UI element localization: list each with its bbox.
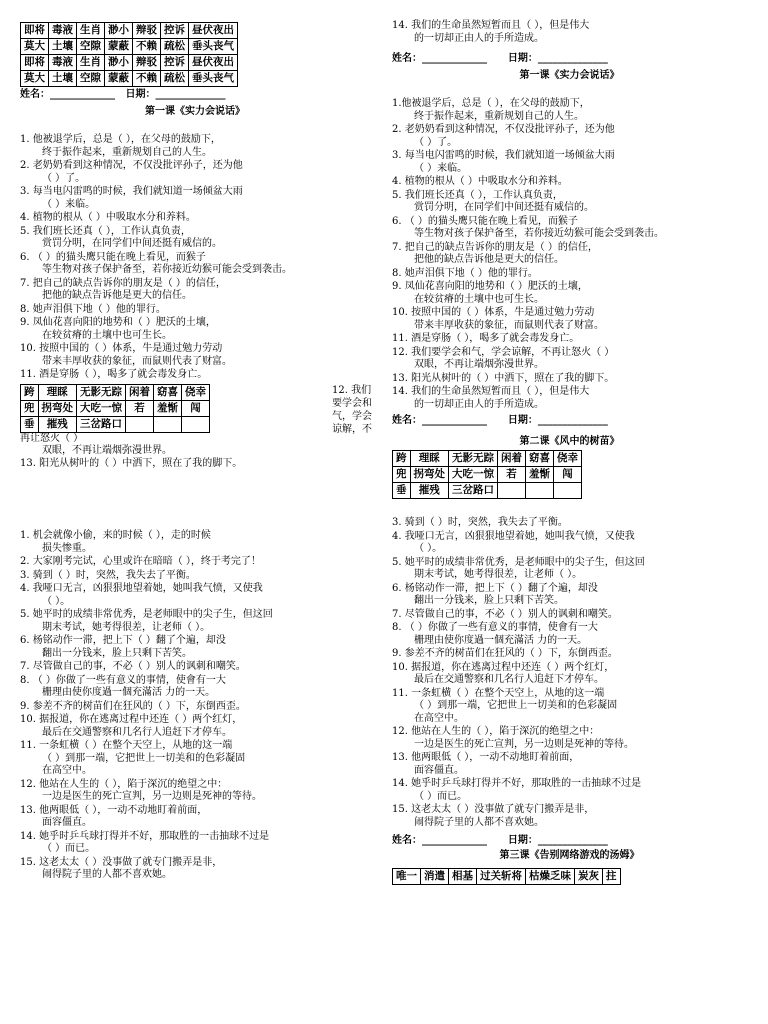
question-text: 5. 她平时的成绩非常优秀，是老师眼中的尖子生，但这回 <box>392 556 645 568</box>
question-continuation: 带来丰厚收获的象征，而鼠则代表了财富。 <box>42 355 232 367</box>
vocab-cell: 跨 <box>393 451 411 467</box>
vocab-cell: 理睬 <box>38 384 77 400</box>
question-item <box>20 570 370 583</box>
question-text: 7. 尽管做自己的事，不必（ ）别人的讽刺和嘲笑。 <box>392 608 618 620</box>
name-date-header: 姓名：_____________ 日期：______________ <box>392 415 608 426</box>
vocab-cell: 生肖 <box>77 23 105 39</box>
vocab-cell: 过关斩将 <box>477 869 526 885</box>
question-text: 10. 据报道，你在逃离过程中还连（ ）两个红灯， <box>392 661 615 673</box>
left-column <box>20 0 370 883</box>
vocab-cell: 生肖 <box>77 55 105 71</box>
vocab-cell: 土壤 <box>49 39 77 55</box>
vocab-cell: 垂 <box>21 416 39 432</box>
question-text: 8. （ ）你做了一些有意义的事情，使會有一大 <box>20 674 226 686</box>
vocab-cell: 侥幸 <box>182 384 210 400</box>
question-item <box>20 583 370 608</box>
question-continuation: 赏罚分明，在同学们中间还挺有威信的。 <box>414 202 594 213</box>
vocab-cell: 拐弯处 <box>410 467 449 483</box>
question-14-line-1: 14. 我们的生命虽然短暂而且（ ），但是伟大 <box>392 20 590 31</box>
vocab-cell <box>126 416 154 432</box>
question-text: 8. 她声泪俱下地（ ）他的罪行。 <box>20 303 166 315</box>
vocab-cell: 辩驳 <box>133 23 161 39</box>
question-text: 6. 杨铭动作一滞，把上下（ ）翻了个遍，却没 <box>392 582 598 594</box>
question-continuation: 终于振作起来，重新规划自己的人生。 <box>42 146 212 158</box>
vocab-cell <box>154 416 182 432</box>
vocab-cell <box>526 483 554 499</box>
question-item <box>20 635 370 660</box>
question-12-continued <box>20 433 370 458</box>
right-column <box>392 0 747 885</box>
question-continuation: 栅理由使你度過一個充滿活 力的一天。 <box>42 687 216 698</box>
lesson-2-questions <box>392 517 747 829</box>
vocab-cell: 枯燥乏味 <box>526 869 575 885</box>
question-item <box>392 333 747 346</box>
vocab-cell: 辩驳 <box>133 55 161 71</box>
vocab-cell: 三岔路口 <box>449 483 498 499</box>
question-continuation: （ ）到那一端，它把世上一切美和的色彩凝固 <box>414 700 618 711</box>
question-continuation: 把他的缺点告诉他是更大的信任。 <box>42 290 192 301</box>
question-item <box>392 242 747 267</box>
question-item <box>20 661 370 674</box>
question-continuation: 一边是医生的死亡宣判，另一边则是死神的等待。 <box>42 791 262 802</box>
question-item <box>20 304 370 317</box>
question-item <box>392 662 747 687</box>
question-text: 14. 她乎时乒乓球打得并不好，那取胜的一击抽球不过是 <box>392 778 642 789</box>
question-continuation: 期末考试，她考得很差，让老师（ ）。 <box>414 569 583 580</box>
question-continuation: 最后在交通警察和几名行人追赶下才停车。 <box>414 674 604 685</box>
question-item <box>392 98 747 123</box>
question-continuation: （ ）来临。 <box>414 162 468 174</box>
vocab-row <box>393 483 582 499</box>
question-item <box>20 186 370 211</box>
name-date-header: 姓名：_____________ 日期：______________ <box>20 89 226 100</box>
vocab-cell: 三岔路口 <box>77 416 126 432</box>
question-item <box>20 740 370 778</box>
lesson-1-questions <box>392 98 747 411</box>
question-text: 3. 每当电闪雷鸣的时候，我们就知道一场倾盆大雨 <box>392 150 615 161</box>
question-item <box>392 268 747 281</box>
vocab-row <box>21 384 210 400</box>
question-item <box>20 369 370 382</box>
question-text: 11. 酒是穿肠（ ），喝多了就会毒发身亡。 <box>20 369 208 380</box>
vocab-row <box>21 23 238 39</box>
question-item <box>392 281 747 306</box>
question-12-line-1: 再让怒火（ ） <box>20 432 84 444</box>
question-continuation: （ ）而已。 <box>42 843 96 854</box>
vocab-cell: 即将 <box>21 23 49 39</box>
question-item <box>20 226 370 251</box>
vocab-cell: 窈喜 <box>526 451 554 467</box>
question-text: 15. 这老太太（ ）没事做了就专门搬弄是非， <box>20 856 223 868</box>
vocab-cell: 不赖 <box>133 39 161 55</box>
vocab-row <box>21 400 210 416</box>
question-text: 1. 机会就像小偷，来的时候（ ），走的时候 <box>20 530 211 541</box>
question-continuation: 在高空中。 <box>414 712 464 724</box>
question-text: 7. 尽管做自己的事，不必（ ）别人的讽刺和嘲笑。 <box>20 661 246 672</box>
question-item <box>392 648 747 661</box>
vocab-cell: 若 <box>498 467 526 483</box>
question-item <box>392 752 747 777</box>
name-date-header: 姓名：_____________ 日期：______________ <box>392 835 608 846</box>
question-item <box>392 216 747 241</box>
question-continuation: （ ）而已。 <box>414 790 468 802</box>
question-item <box>392 517 747 530</box>
question-text: 7. 把自己的缺点告诉你的朋友是（ ）的信任， <box>392 241 598 253</box>
vocab-cell: 拄 <box>603 869 621 885</box>
vocab-cell: 拐弯处 <box>38 400 77 416</box>
question-item <box>20 212 370 225</box>
question-text: 4. 我哑口无言，凶狠狠地望着她，她叫我气愤，又使我 <box>392 530 635 542</box>
vocab-cell: 侥幸 <box>554 451 582 467</box>
question-text: 2. 老奶奶看到这种情况，不仅没批评孙子，还为他 <box>20 160 243 171</box>
question-text: 9. 凤仙花喜向阳的地势和（ ）肥沃的土壤， <box>392 281 588 292</box>
question-text: 11. 一条虹横（ ）在整个天空上，从地的这一端 <box>20 740 233 751</box>
question-12-start: 12. 我们要学会和气，学会谅解，不 <box>332 384 372 435</box>
question-text: 8. （ ）你做了一些有意义的事情，使會有一大 <box>392 622 598 633</box>
vocab-cell: 不赖 <box>133 71 161 87</box>
question-continuation: （ ）了。 <box>42 172 86 184</box>
lesson-1-questions <box>20 134 370 382</box>
question-continuation: （ ）。 <box>414 543 443 554</box>
question-continuation: 等生物对孩子保护备至，若你接近幼猴可能会受到袭击。 <box>414 228 664 239</box>
vocab-cell: 相基 <box>449 869 477 885</box>
question-text: 15. 这老太太（ ）没事做了就专门搬弄是非， <box>392 804 595 815</box>
question-text: 12. 他站在人生的（ ），陷于深沉的绝望之中： <box>392 726 600 737</box>
question-text: 9. 参差不齐的树苗们在狂风的（ ）下，东倒西歪。 <box>392 648 618 659</box>
question-item <box>20 675 370 700</box>
question-item <box>392 688 747 726</box>
question-item <box>392 622 747 647</box>
vocab-cell: 垂头丧气 <box>189 39 238 55</box>
question-text: 13. 阳光从树叶的（ ）中洒下，照在了我的脚下。 <box>392 372 615 384</box>
question-text: 3. 骑到（ ）时，突然，我失去了平衡。 <box>20 569 196 581</box>
vocab-row <box>21 39 238 55</box>
vocab-cell: 羞惭 <box>526 467 554 483</box>
vocab-cell: 控诉 <box>161 23 189 39</box>
question-continuation: 在较贫瘠的土壤中也可生长。 <box>42 329 172 341</box>
question-continuation: （ ）来临。 <box>42 198 96 210</box>
question-item <box>20 556 370 569</box>
question-item <box>20 609 370 634</box>
question-item <box>392 531 747 556</box>
question-item <box>392 583 747 608</box>
question-item <box>392 726 747 751</box>
vocab-cell: 闲着 <box>126 384 154 400</box>
vocab-cell: 跨 <box>21 384 39 400</box>
question-text: 3. 每当电闪雷鸣的时候，我们就知道一场倾盆大雨 <box>20 186 243 197</box>
vocab-cell: 蒙蔽 <box>105 71 133 87</box>
vocab-cell <box>498 483 526 499</box>
question-item <box>392 373 747 386</box>
question-text: 6. （ ）的猫头鹰只能在晚上看见，而猴子 <box>20 251 206 263</box>
question-text: 7. 把自己的缺点告诉你的朋友是（ ）的信任， <box>20 277 226 289</box>
question-continuation: （ ）了。 <box>414 136 458 148</box>
vocab-cell: 疏松 <box>161 71 189 87</box>
question-continuation: 面容僵直。 <box>42 817 92 828</box>
question-text: 10. 按照中国的（ ）体系，牛是通过勉力劳动 <box>20 343 223 354</box>
question-item <box>20 831 370 856</box>
vocab-cell: 消遣 <box>421 869 449 885</box>
vocab-cell: 疏松 <box>161 39 189 55</box>
vocab-table-top <box>20 22 238 87</box>
vocab-row <box>21 55 238 71</box>
vocab-cell: 蒙蔽 <box>105 39 133 55</box>
vocab-cell: 莫大 <box>21 39 49 55</box>
vocab-cell: 摧残 <box>38 416 77 432</box>
question-continuation: 终于振作起来，重新规划自己的人生。 <box>414 110 584 122</box>
vocab-cell: 闯 <box>554 467 582 483</box>
vocab-row <box>21 71 238 87</box>
question-item <box>20 701 370 714</box>
vocab-cell: 摧残 <box>410 483 449 499</box>
question-14-top <box>392 20 747 45</box>
question-continuation: 一边是医生的死亡宣判，另一边则是死神的等待。 <box>414 738 634 750</box>
question-continuation: 闹得院子里的人都不喜欢她。 <box>42 869 172 880</box>
question-text: 9. 凤仙花喜向阳的地势和（ ）肥沃的土壤， <box>20 317 216 328</box>
vocab-cell: 即将 <box>21 55 49 71</box>
question-item <box>392 347 747 372</box>
question-continuation: 双眼，不再让端烟弥漫世界。 <box>414 359 544 370</box>
vocab-cell: 昼伏夜出 <box>189 55 238 71</box>
vocab-cell: 羞惭 <box>154 400 182 416</box>
question-item <box>392 804 747 829</box>
vocab-cell: 毒液 <box>49 23 77 39</box>
vocab-cell <box>554 483 582 499</box>
question-continuation: 栅理由使你度過一個充滿活 力的一天。 <box>414 634 588 646</box>
question-item <box>392 124 747 149</box>
question-text: 13. 他两眼低（ ），一动不动地盯着前面， <box>392 752 580 763</box>
lesson-1-title: 第一课《实力会说话》 <box>519 69 620 81</box>
question-item <box>20 160 370 185</box>
question-item <box>20 252 370 277</box>
vocab-cell: 唯一 <box>393 869 421 885</box>
question-item <box>20 134 370 159</box>
question-item <box>392 150 747 175</box>
question-continuation: 最后在交通警察和几名行人追赶下才停车。 <box>42 726 232 738</box>
vocab-table-lesson-2 <box>392 450 582 499</box>
lesson-1-title: 第一课《实力会说话》 <box>145 105 245 117</box>
vocab-cell: 闯 <box>182 400 210 416</box>
question-item <box>20 278 370 303</box>
question-continuation: 等生物对孩子保护备至，若你接近幼猴可能会受到袭击。 <box>42 264 292 275</box>
question-text: 10. 按照中国的（ ）体系，牛是通过勉力劳动 <box>392 307 595 318</box>
question-item <box>392 176 747 189</box>
question-text: 2. 老奶奶看到这种情况，不仅没批评孙子，还为他 <box>392 124 615 135</box>
question-12-line-2: 双眼，不再让端烟弥漫世界。 <box>42 445 172 456</box>
vocab-table-lesson-3 <box>392 868 621 885</box>
question-item <box>20 317 370 342</box>
question-text: 11. 一条虹横（ ）在整个天空上，从地的这一端 <box>392 687 605 699</box>
question-text: 6. 杨铭动作一滞，把上下（ ）翻了个遍，却没 <box>20 635 226 646</box>
question-item <box>20 857 370 882</box>
question-item <box>20 779 370 804</box>
vocab-cell: 大吃一惊 <box>77 400 126 416</box>
vocab-row <box>21 416 210 432</box>
question-text: 3. 骑到（ ）时，突然，我失去了平衡。 <box>392 517 568 528</box>
question-text: 13. 他两眼低（ ），一动不动地盯着前面， <box>20 804 208 816</box>
question-text: 5. 我们班长还真（ ），工作认真负责， <box>392 189 563 201</box>
vocab-cell: 兜 <box>21 400 39 416</box>
question-text: 5. 我们班长还真（ ），工作认真负责， <box>20 225 191 237</box>
question-item <box>20 714 370 739</box>
question-item <box>20 530 370 555</box>
question-text: 6. （ ）的猫头鹰只能在晚上看见，而猴子 <box>392 215 578 227</box>
vocab-cell: 无影无踪 <box>77 384 126 400</box>
vocab-cell: 昼伏夜出 <box>189 23 238 39</box>
question-continuation: （ ）到那一端，它把世上一切美和的色彩凝固 <box>42 752 246 764</box>
question-text: 1. 他被退学后，总是（ ），在父母的鼓励下， <box>20 134 221 145</box>
vocab-cell <box>182 416 210 432</box>
vocab-row <box>393 869 621 885</box>
question-item <box>20 343 370 368</box>
lesson-2-questions <box>20 530 370 882</box>
question-item <box>392 609 747 622</box>
vocab-cell: 理睬 <box>410 451 449 467</box>
question-continuation: 带来丰厚收获的象征，而鼠则代表了财富。 <box>414 319 604 331</box>
vocab-cell: 若 <box>126 400 154 416</box>
question-continuation: 面容僵直。 <box>414 764 464 776</box>
question-continuation: （ ）。 <box>42 595 71 607</box>
question-continuation: 闹得院子里的人都不喜欢她。 <box>414 816 544 828</box>
question-continuation: 在较贫瘠的土壤中也可生长。 <box>414 293 544 305</box>
question-item <box>392 190 747 215</box>
question-text: 8. 她声泪俱下地（ ）他的罪行。 <box>392 267 538 279</box>
question-continuation: 翻出一分钱来，脸上只剩下苦笑。 <box>414 595 564 606</box>
name-date-header: 姓名：_____________ 日期：______________ <box>392 53 608 64</box>
vocab-cell: 控诉 <box>161 55 189 71</box>
question-continuation: 损失惨重。 <box>42 542 92 554</box>
lesson-2-title: 第二课《风中的树苗》 <box>519 435 620 447</box>
vocab-cell: 窈喜 <box>154 384 182 400</box>
question-item <box>392 386 747 411</box>
question-item <box>20 805 370 830</box>
question-text: 5. 她平时的成绩非常优秀，是老师眼中的尖子生，但这回 <box>20 609 273 620</box>
question-continuation: 翻出一分钱来，脸上只剩下苦笑。 <box>42 647 192 659</box>
vocab-cell: 垂头丧气 <box>189 71 238 87</box>
vocab-table-lesson-2 <box>20 384 210 433</box>
question-text: 1.他被退学后，总是（ ），在父母的鼓励下， <box>392 98 590 109</box>
lesson-3-title: 第三课《告别网络游戏的汤姆》 <box>499 849 640 861</box>
question-continuation: 在高空中。 <box>42 765 92 776</box>
vocab-cell: 无影无踪 <box>449 451 498 467</box>
question-item <box>392 557 747 582</box>
question-continuation: 的一切却正由人的手所造成。 <box>414 398 544 410</box>
vocab-cell: 渺小 <box>105 23 133 39</box>
question-item <box>392 307 747 332</box>
vocab-row <box>393 451 582 467</box>
vocab-cell: 渺小 <box>105 55 133 71</box>
question-text: 4. 我哑口无言，凶狠狠地望着她，她叫我气愤，又使我 <box>20 583 263 594</box>
vocab-cell: 大吃一惊 <box>449 467 498 483</box>
vocab-cell: 垂 <box>393 483 411 499</box>
question-text: 12. 我们要学会和气，学会谅解，不再让怒火（ ） <box>392 346 615 358</box>
question-continuation: 把他的缺点告诉他是更大的信任。 <box>414 254 564 265</box>
vocab-cell: 莫大 <box>21 71 49 87</box>
question-text: 2. 大家刚考完试，心里或许在暗暗（ ），终于考完了！ <box>20 556 261 567</box>
vocab-cell: 毒液 <box>49 55 77 71</box>
vocab-cell: 闲着 <box>498 451 526 467</box>
question-continuation: 期末考试，她考得很差，让老师（ ）。 <box>42 621 211 633</box>
question-text: 10. 据报道，你在逃离过程中还连（ ）两个红灯， <box>20 714 243 725</box>
vocab-cell: 空隙 <box>77 39 105 55</box>
question-text: 14. 她乎时乒乓球打得并不好，那取胜的一击抽球不过是 <box>20 830 270 842</box>
question-item <box>392 778 747 803</box>
question-text: 12. 他站在人生的（ ），陷于深沉的绝望之中： <box>20 778 228 790</box>
question-text: 4. 植物的根从（ ）中吸取水分和养料。 <box>392 176 568 187</box>
question-text: 9. 参差不齐的树苗们在狂风的（ ）下，东倒西歪。 <box>20 700 246 712</box>
vocab-cell: 空隙 <box>77 71 105 87</box>
vocab-cell: 炭灰 <box>575 869 603 885</box>
vocab-cell: 土壤 <box>49 71 77 87</box>
vocab-row <box>393 467 582 483</box>
question-text: 11. 酒是穿肠（ ），喝多了就会毒发身亡。 <box>392 333 580 344</box>
vocab-cell: 兜 <box>393 467 411 483</box>
question-text: 4. 植物的根从（ ）中吸取水分和养料。 <box>20 212 196 223</box>
question-14-line-2: 的一切却正由人的手所造成。 <box>414 32 544 44</box>
question-continuation: 赏罚分明，在同学们中间还挺有威信的。 <box>42 238 222 249</box>
question-13: 13. 阳光从树叶的（ ）中洒下，照在了我的脚下。 <box>20 457 243 469</box>
question-text: 14. 我们的生命虽然短暂而且（ ），但是伟大 <box>392 386 590 397</box>
